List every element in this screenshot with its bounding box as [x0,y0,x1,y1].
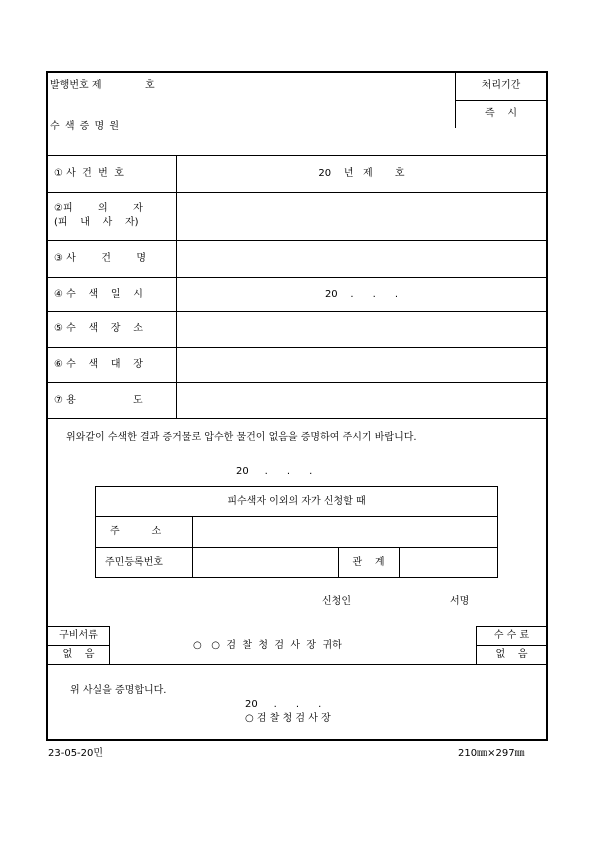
relation-label: 관 계 [352,557,385,568]
row-case-name-label: ③ 사 건 명 [54,253,146,264]
required-docs-value: 없 음 [62,649,95,660]
request-date: 20 . . . [236,466,313,477]
addressee: ○ ○ 검 찰 청 검 사 장 귀하 [193,640,342,651]
row-suspect-label-alt: (피 내 사 자) [54,217,139,228]
resident-number-label: 주민등록번호 [105,557,163,568]
issue-number-label: 발행번호 제 [50,80,102,91]
form-code: 23-05-20민 [48,748,104,759]
sign-label: 서명 [450,596,470,607]
fee-label: 수 수 료 [493,630,530,641]
request-statement: 위와같이 수색한 결과 증거물로 압수한 물건이 없음을 증명하여 주시기 바랍니다. [66,432,417,443]
row-purpose-label: ⑦ 용 도 [54,395,143,406]
row-search-datetime-label: ④ 수 색 일 시 [54,289,143,300]
address-label: 주 소 [110,526,162,537]
row-search-target-label: ⑥ 수 색 대 장 [54,359,143,370]
row-search-place-label: ⑤ 수 색 장 소 [54,323,143,334]
issue-number-suffix: 호 [145,80,155,91]
required-docs-label: 구비서류 [59,630,98,641]
row-case-number-value: 20 년 제 호 [318,168,405,179]
fee-value: 없 음 [495,649,528,660]
certification-issuer: ○ 검 찰 청 검 사 장 [245,713,331,724]
processing-period-value: 즉 시 [484,108,518,119]
certification-text: 위 사실을 증명합니다. [70,685,167,696]
certification-date: 20 . . . [245,699,322,710]
paper-size: 210㎜×297㎜ [458,748,525,759]
processing-period-label: 처리기간 [481,80,521,91]
applicant-label: 신청인 [322,596,351,607]
form-title: 수 색 증 명 원 [50,121,121,132]
applicant-box-title: 피수색자 이외의 자가 신청할 때 [227,496,366,507]
row-suspect-label: ②피 의 자 [54,203,143,214]
row-search-datetime-value: 20 . . . [324,289,399,300]
row-case-number-label: ① 사 건 번 호 [54,168,124,179]
